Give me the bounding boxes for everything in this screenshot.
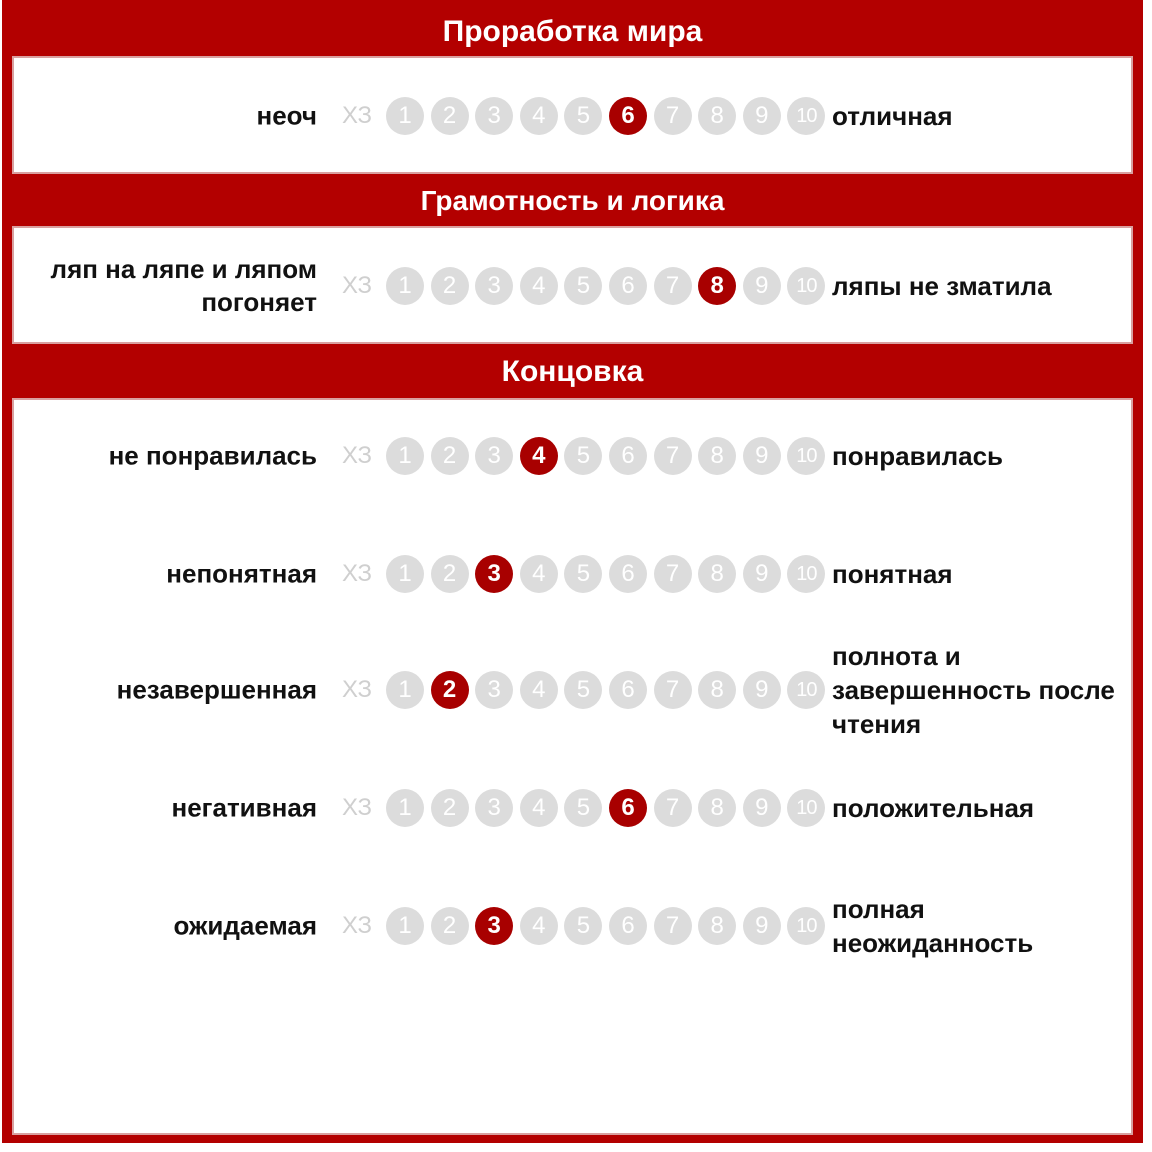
score-dot-7[interactable]: 7 <box>654 437 692 475</box>
section-2-panel <box>12 226 1133 344</box>
section-title: Грамотность и логика <box>420 185 725 216</box>
score-dot-7[interactable]: 7 <box>654 789 692 827</box>
score-dot-3[interactable]: 3 <box>475 555 513 593</box>
score-dot-1[interactable]: 1 <box>386 437 424 475</box>
section-1-panel <box>12 56 1133 174</box>
score-dot-6[interactable]: 6 <box>609 907 647 945</box>
right-label: полнота и завершенность после чтения <box>832 641 1115 739</box>
score-dot-2[interactable]: 2 <box>431 789 469 827</box>
score-dot-8[interactable]: 8 <box>698 437 736 475</box>
score-dot-5[interactable]: 5 <box>564 789 602 827</box>
score-dot-9[interactable]: 9 <box>743 97 781 135</box>
score-dot-2[interactable]: 2 <box>431 97 469 135</box>
score-dot-4[interactable]: 4 <box>520 267 558 305</box>
score-dot-10[interactable]: 10 <box>787 671 825 709</box>
score-dot-6[interactable]: 6 <box>609 267 647 305</box>
score-dot-5[interactable]: 5 <box>564 671 602 709</box>
score-dot-5[interactable]: 5 <box>564 437 602 475</box>
score-dot-3[interactable]: 3 <box>475 267 513 305</box>
score-dot-10[interactable]: 10 <box>787 789 825 827</box>
score-dot-9[interactable]: 9 <box>743 907 781 945</box>
score-dot-9[interactable]: 9 <box>743 671 781 709</box>
score-dot-2[interactable]: 2 <box>431 671 469 709</box>
right-label: понятная <box>832 559 953 589</box>
score-dot-7[interactable]: 7 <box>654 267 692 305</box>
dont-know-option[interactable]: ХЗ <box>342 560 372 587</box>
score-dot-6[interactable]: 6 <box>609 671 647 709</box>
score-dot-10[interactable]: 10 <box>787 437 825 475</box>
score-dot-6[interactable]: 6 <box>609 437 647 475</box>
score-dot-7[interactable]: 7 <box>654 97 692 135</box>
score-dot-9[interactable]: 9 <box>743 437 781 475</box>
score-dot-2[interactable]: 2 <box>431 437 469 475</box>
dont-know-option[interactable]: ХЗ <box>342 794 372 821</box>
score-dot-3[interactable]: 3 <box>475 97 513 135</box>
score-dot-8[interactable]: 8 <box>698 671 736 709</box>
score-dot-3[interactable]: 3 <box>475 907 513 945</box>
score-dot-1[interactable]: 1 <box>386 97 424 135</box>
score-dot-8[interactable]: 8 <box>698 267 736 305</box>
left-label: ляп на ляпе и ляпом погоняет <box>50 254 317 317</box>
left-label: не понравилась <box>108 440 317 471</box>
score-dot-10[interactable]: 10 <box>787 97 825 135</box>
score-dot-2[interactable]: 2 <box>431 267 469 305</box>
left-label: неоч <box>256 100 317 131</box>
score-dot-5[interactable]: 5 <box>564 267 602 305</box>
right-label: ляпы не зматила <box>832 271 1052 301</box>
score-dot-4[interactable]: 4 <box>520 437 558 475</box>
score-dot-10[interactable]: 10 <box>787 267 825 305</box>
score-dot-3[interactable]: 3 <box>475 437 513 475</box>
score-dot-1[interactable]: 1 <box>386 789 424 827</box>
score-dot-2[interactable]: 2 <box>431 555 469 593</box>
score-dot-4[interactable]: 4 <box>520 555 558 593</box>
score-dot-5[interactable]: 5 <box>564 97 602 135</box>
section-title: Концовка <box>501 355 644 388</box>
score-dot-8[interactable]: 8 <box>698 789 736 827</box>
dont-know-option[interactable]: ХЗ <box>342 912 372 939</box>
right-label: понравилась <box>832 441 1004 471</box>
score-dot-6[interactable]: 6 <box>609 555 647 593</box>
score-dot-4[interactable]: 4 <box>520 907 558 945</box>
score-dot-6[interactable]: 6 <box>609 789 647 827</box>
score-dot-9[interactable]: 9 <box>743 789 781 827</box>
score-dot-8[interactable]: 8 <box>698 555 736 593</box>
score-dot-1[interactable]: 1 <box>386 267 424 305</box>
dont-know-option[interactable]: ХЗ <box>342 102 372 129</box>
left-label: негативная <box>171 792 317 823</box>
score-dot-3[interactable]: 3 <box>475 671 513 709</box>
score-dot-6[interactable]: 6 <box>609 97 647 135</box>
score-dot-7[interactable]: 7 <box>654 555 692 593</box>
score-dot-1[interactable]: 1 <box>386 907 424 945</box>
score-dot-10[interactable]: 10 <box>787 907 825 945</box>
section-title: Проработка мира <box>442 15 703 48</box>
score-dot-9[interactable]: 9 <box>743 555 781 593</box>
score-dot-1[interactable]: 1 <box>386 671 424 709</box>
score-dot-4[interactable]: 4 <box>520 789 558 827</box>
left-label: ожидаемая <box>173 910 317 941</box>
score-dot-5[interactable]: 5 <box>564 555 602 593</box>
dont-know-option[interactable]: ХЗ <box>342 272 372 299</box>
right-label: полная неожиданность <box>832 894 1034 958</box>
score-dot-5[interactable]: 5 <box>564 907 602 945</box>
score-dot-8[interactable]: 8 <box>698 907 736 945</box>
rating-card <box>2 0 1143 1143</box>
score-dot-4[interactable]: 4 <box>520 97 558 135</box>
score-dot-9[interactable]: 9 <box>743 267 781 305</box>
right-label: положительная <box>832 793 1035 823</box>
score-dot-1[interactable]: 1 <box>386 555 424 593</box>
score-dot-4[interactable]: 4 <box>520 671 558 709</box>
score-dot-2[interactable]: 2 <box>431 907 469 945</box>
dont-know-option[interactable]: ХЗ <box>342 676 372 703</box>
score-dot-7[interactable]: 7 <box>654 671 692 709</box>
score-dot-3[interactable]: 3 <box>475 789 513 827</box>
right-label: отличная <box>832 101 953 131</box>
score-dot-10[interactable]: 10 <box>787 555 825 593</box>
score-dot-7[interactable]: 7 <box>654 907 692 945</box>
section-3-panel <box>12 398 1133 1135</box>
left-label: непонятная <box>166 558 317 589</box>
dont-know-option[interactable]: ХЗ <box>342 442 372 469</box>
left-label: незавершенная <box>116 674 317 705</box>
score-dot-8[interactable]: 8 <box>698 97 736 135</box>
